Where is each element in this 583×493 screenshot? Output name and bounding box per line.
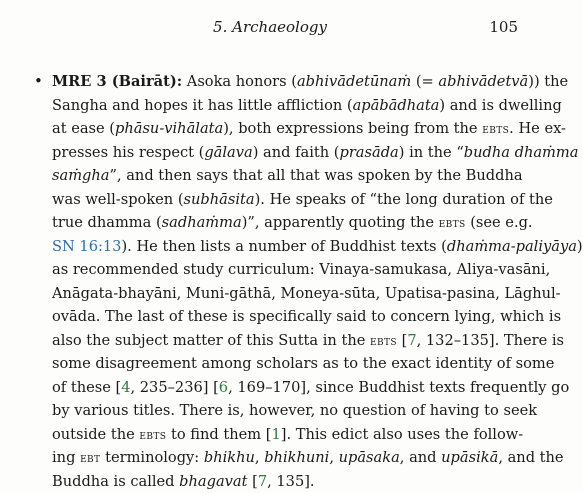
abbreviation: ebt: [80, 450, 100, 466]
pali-term: abhivādetūnaṁ: [297, 73, 411, 90]
pali-term: sadhaṁma: [162, 214, 242, 231]
text-run: , 132–135]. There is: [417, 332, 564, 349]
citation-link[interactable]: 7: [407, 332, 416, 349]
text-run: outside the: [52, 426, 139, 443]
citation-link[interactable]: 1: [271, 426, 280, 443]
text-run: presses his respect (: [52, 144, 204, 161]
text-run: was well-spoken (: [52, 191, 184, 208]
text-run: [: [247, 473, 257, 490]
text-run: ). He speaks of “the long duration of the: [255, 191, 553, 208]
text-run: (see e.g.: [466, 214, 533, 231]
text-line: [52, 329, 522, 353]
abbreviation: ebts: [370, 333, 397, 349]
pali-term: saṁgha: [52, 167, 109, 184]
text-line: [52, 282, 522, 306]
text-line: [52, 164, 522, 188]
text-run: , 169–170], since Buddhist texts frequently go: [228, 379, 569, 396]
pali-term: bhikhuni: [264, 449, 329, 466]
abbreviation: ebts: [439, 215, 466, 231]
pali-term: abhivādetvā: [438, 73, 528, 90]
text-line: [52, 258, 522, 282]
pali-term: phāsu-vihālata: [115, 120, 223, 137]
entry-text: [52, 70, 522, 493]
text-run: Sangha and hopes it has little affliction (: [52, 97, 353, 114]
text-run: )”, apparently quoting the: [242, 214, 439, 231]
text-run: ovāda. The last of these is specifically said to concern lying, which is: [52, 308, 561, 325]
text-run: ) in the “: [399, 144, 464, 161]
pali-term: budha dhaṁma: [464, 144, 579, 161]
abbreviation: ebts: [482, 121, 509, 137]
text-run: (=: [411, 73, 438, 90]
text-run: true dhamma (: [52, 214, 162, 231]
bullet-marker: •: [34, 72, 43, 90]
text-run: ]. This edict also uses the follow-: [281, 426, 523, 443]
text-line: [52, 352, 522, 376]
text-run: Buddha is called: [52, 473, 179, 490]
citation-link[interactable]: 7: [258, 473, 267, 490]
text-run: also the subject matter of this Sutta in the: [52, 332, 370, 349]
text-run: , 235–236] [: [130, 379, 218, 396]
text-run: ,: [329, 449, 338, 466]
text-run: Asoka honors (: [182, 73, 297, 90]
text-run: ) and faith (: [253, 144, 340, 161]
text-run: , 135].: [267, 473, 314, 490]
text-run: ”, and then says that all that was spoken by the Buddha: [109, 167, 522, 184]
text-line: [52, 70, 522, 94]
pali-term: subhāsita: [184, 191, 255, 208]
text-run: ), both expressions being from the: [223, 120, 482, 137]
pali-term: bhikhu: [204, 449, 255, 466]
text-run: to find them [: [166, 426, 271, 443]
text-line: [52, 470, 522, 493]
text-run: ). He then lists a number of Buddhist texts (: [121, 238, 446, 255]
text-run: , and the: [498, 449, 563, 466]
text-run: , and: [400, 449, 441, 466]
pali-term: upāsaka: [339, 449, 400, 466]
text-line: [52, 117, 522, 141]
text-line: [52, 399, 522, 423]
text-line: [52, 188, 522, 212]
pali-term: bhagavat: [179, 473, 247, 490]
text-run: )) the: [528, 73, 568, 90]
text-run: ,: [255, 449, 264, 466]
text-line: [52, 211, 522, 235]
text-run: by various titles. There is, however, no question of having to seek: [52, 402, 537, 419]
text-run: ) and is dwelling: [439, 97, 561, 114]
text-run: . He ex-: [509, 120, 566, 137]
pali-term: gālava: [204, 144, 252, 161]
pali-term: apābādhata: [353, 97, 440, 114]
text-run: ing: [52, 449, 80, 466]
text-run: Anāgata-bhayāni, Muni-gāthā, Moneya-sūta, Upatisa-pasina, Lāghul-: [52, 285, 561, 302]
entry-title: MRE 3 (Bairāt):: [52, 73, 182, 90]
running-header: [0, 18, 540, 40]
text-line: [52, 305, 522, 329]
text-line: [52, 446, 522, 470]
text-run: ): [577, 238, 583, 255]
citation-link[interactable]: 4: [121, 379, 130, 396]
text-run: some disagreement among scholars as to the exact identity of some: [52, 355, 554, 372]
running-title: 5. Archaeology: [0, 18, 540, 36]
text-run: as recommended study curriculum: Vinaya-samukasa, Aliya-vasāni,: [52, 261, 550, 278]
text-line: [52, 235, 522, 259]
text-run: at ease (: [52, 120, 115, 137]
citation-link[interactable]: 6: [219, 379, 228, 396]
sutta-link[interactable]: SN 16:13: [52, 238, 121, 255]
text-line: [52, 423, 522, 447]
text-run: [: [397, 332, 407, 349]
pali-term: prasāda: [339, 144, 398, 161]
abbreviation: ebts: [139, 427, 166, 443]
text-line: [52, 94, 522, 118]
page-number: 105: [489, 18, 518, 36]
text-line: [52, 376, 522, 400]
text-run: terminology:: [100, 449, 203, 466]
pali-term: upāsikā: [441, 449, 498, 466]
pali-term: dhaṁma-paliyāya: [447, 238, 577, 255]
text-line: [52, 141, 522, 165]
text-run: of these [: [52, 379, 121, 396]
